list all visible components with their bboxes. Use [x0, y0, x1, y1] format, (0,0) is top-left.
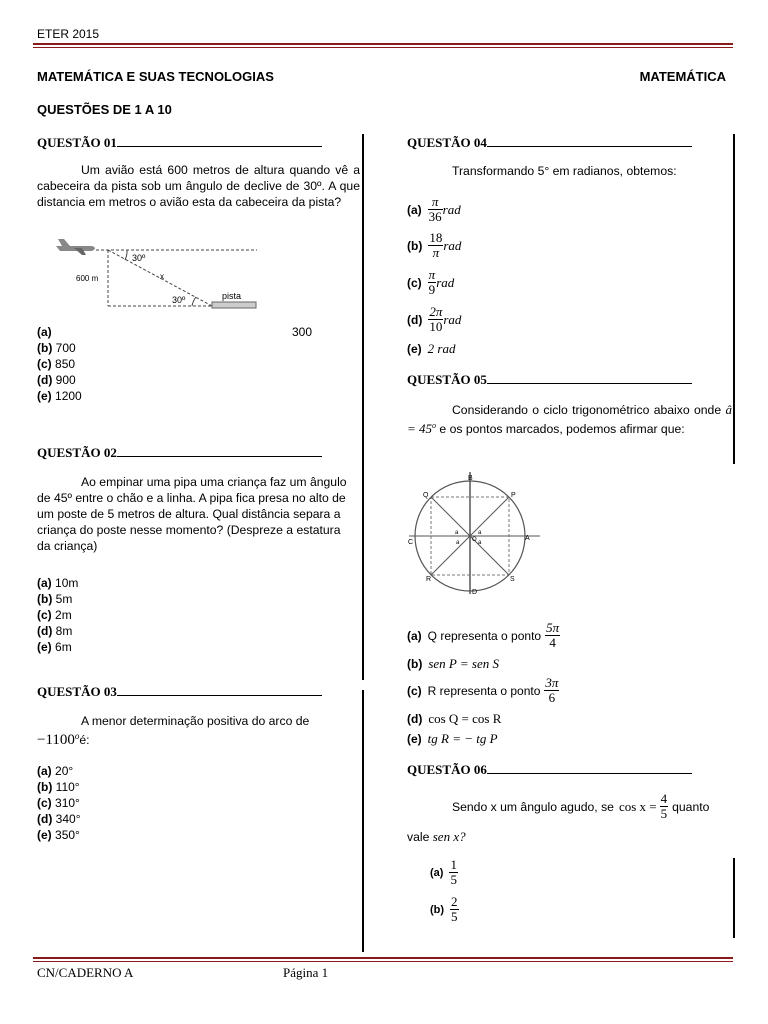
q3-option-c[interactable]: (c) 310° [37, 796, 80, 810]
q5-trig-circle-figure [404, 468, 544, 598]
q6-option-b[interactable]: (b) $\frac{2}{5}$ [430, 894, 458, 924]
q4-option-c[interactable]: (c) $\frac{\pi}{9}$ rad [407, 267, 455, 297]
q3-title: QUESTÃO 03 [37, 684, 322, 700]
q5-text: Considerando o ciclo trigonométrico abaixo onde â = $45^o$ e os pontos marcados, podemos afirmar que: [407, 402, 732, 437]
q2-text: Ao empinar uma pipa uma criança faz um ângulo de 45º entre o chão e a linha. A pipa fica presa no alto de um poste de 5 metros de altura. Qual distância separa a criança do poste nesse momento? (Despreze a estatura da criança) [37, 475, 347, 553]
svg-text:a: a [456, 540, 460, 546]
q1-option-c[interactable]: (c) 850 [37, 357, 76, 371]
q5-option-a[interactable]: (a) Q representa o ponto $\frac{5\pi}{4}$ [407, 620, 560, 650]
q5-option-b[interactable]: (b) sen P = sen S [407, 656, 499, 671]
footer-page-number: Página 1 [283, 965, 329, 980]
q1-text: Um avião está 600 metros de altura quando vê a cabeceira da pista sob um ângulo de declive de 30º. A que distancia em metros o avião esta da cabeceira da pista? [37, 163, 360, 209]
q1-option-d[interactable]: (d) 900 [37, 373, 76, 387]
q1-option-e[interactable]: (e) 1200 [37, 389, 82, 403]
column-divider-left-bottom [362, 690, 364, 952]
subject-left: MATEMÁTICA E SUAS TECNOLOGIAS [37, 69, 274, 84]
q4-option-d[interactable]: (d) $\frac{2\pi}{10}$ rad [407, 304, 462, 334]
q3-options [37, 763, 81, 843]
column-divider-right-bottom [733, 858, 735, 938]
q4-title: QUESTÃO 04 [407, 135, 692, 151]
svg-text:S: S [510, 576, 515, 583]
q2-option-c[interactable]: (c) 2m [37, 608, 72, 622]
svg-text:a: a [478, 540, 482, 546]
svg-text:a: a [455, 530, 459, 536]
q2-option-b[interactable]: (b) 5m [37, 592, 73, 606]
q4-option-e[interactable]: (e) 2 rad [407, 341, 456, 356]
q3-option-d[interactable]: (d) 340° [37, 812, 81, 826]
footer-rule [33, 957, 733, 962]
q6-text-line2: vale sen x? [407, 829, 466, 844]
q1-options [37, 324, 327, 404]
q1-figure [52, 236, 262, 312]
q5-option-d[interactable]: (d) cos Q = cos R [407, 711, 502, 726]
q1-fig-runway: pista [222, 291, 242, 301]
q3-option-b[interactable]: (b) 110° [37, 780, 80, 794]
q1-option-a[interactable]: (a) 300 [37, 325, 312, 339]
q3-text: A menor determinação positiva do arco de [81, 714, 310, 728]
q1-fig-angle-bottom: 30º [172, 295, 186, 305]
q4-text: Transformando 5° em radianos, obtemos: [452, 164, 677, 178]
svg-text:O: O [472, 537, 477, 543]
q6-option-a[interactable]: (a) $\frac{1}{5}$ [430, 857, 457, 887]
q2-title: QUESTÃO 02 [37, 445, 322, 461]
exam-header: ETER 2015 [37, 27, 100, 41]
svg-text:R: R [426, 576, 432, 583]
q3-arc: $-1100^oé$: [37, 731, 90, 749]
q3-option-a[interactable]: (a) 20° [37, 764, 74, 778]
q1-option-b[interactable]: (b) 700 [37, 341, 76, 355]
q6-title: QUESTÃO 06 [407, 762, 692, 778]
q1-title: QUESTÃO 01 [37, 135, 322, 151]
q3-option-e[interactable]: (e) 350° [37, 828, 80, 842]
svg-text:Q: Q [423, 492, 429, 499]
q1-fig-x: x [160, 272, 164, 281]
question-range: QUESTÕES DE 1 A 10 [37, 102, 172, 117]
svg-text:P: P [511, 492, 516, 499]
svg-text:A: A [525, 535, 530, 542]
column-divider-right-top [733, 134, 735, 464]
q6-text-line1: Sendo x um ângulo agudo, se cos x = $\frac{4}{5}$ quanto [452, 791, 710, 821]
q2-option-d[interactable]: (d) 8m [37, 624, 73, 638]
airplane-icon [56, 239, 95, 255]
q4-option-a[interactable]: (a) $\frac{\pi}{36}$ rad [407, 194, 461, 224]
q1-fig-height: 600 m [76, 274, 99, 283]
q2-option-e[interactable]: (e) 6m [37, 640, 72, 654]
q2-option-a[interactable]: (a) 10m [37, 576, 79, 590]
q5-option-e[interactable]: (e) tg R = − tg P [407, 731, 498, 746]
subject-right: MATEMÁTICA [639, 69, 726, 84]
q2-options [37, 575, 78, 655]
column-divider-left-top [362, 134, 364, 680]
svg-text:B: B [468, 475, 473, 482]
svg-text:C: C [408, 539, 414, 546]
q5-option-c[interactable]: (c) R representa o ponto $\frac{3\pi}{6}$ [407, 675, 559, 705]
q4-option-b[interactable]: (b) $\frac{18}{\pi}$ rad [407, 230, 462, 260]
q5-title: QUESTÃO 05 [407, 372, 692, 388]
svg-text:D: D [472, 589, 478, 596]
q1-fig-angle-top: 30º [132, 253, 146, 263]
svg-text:a: a [478, 530, 482, 536]
header-rule [33, 43, 733, 48]
footer-notebook: CN/CADERNO A [37, 965, 134, 980]
